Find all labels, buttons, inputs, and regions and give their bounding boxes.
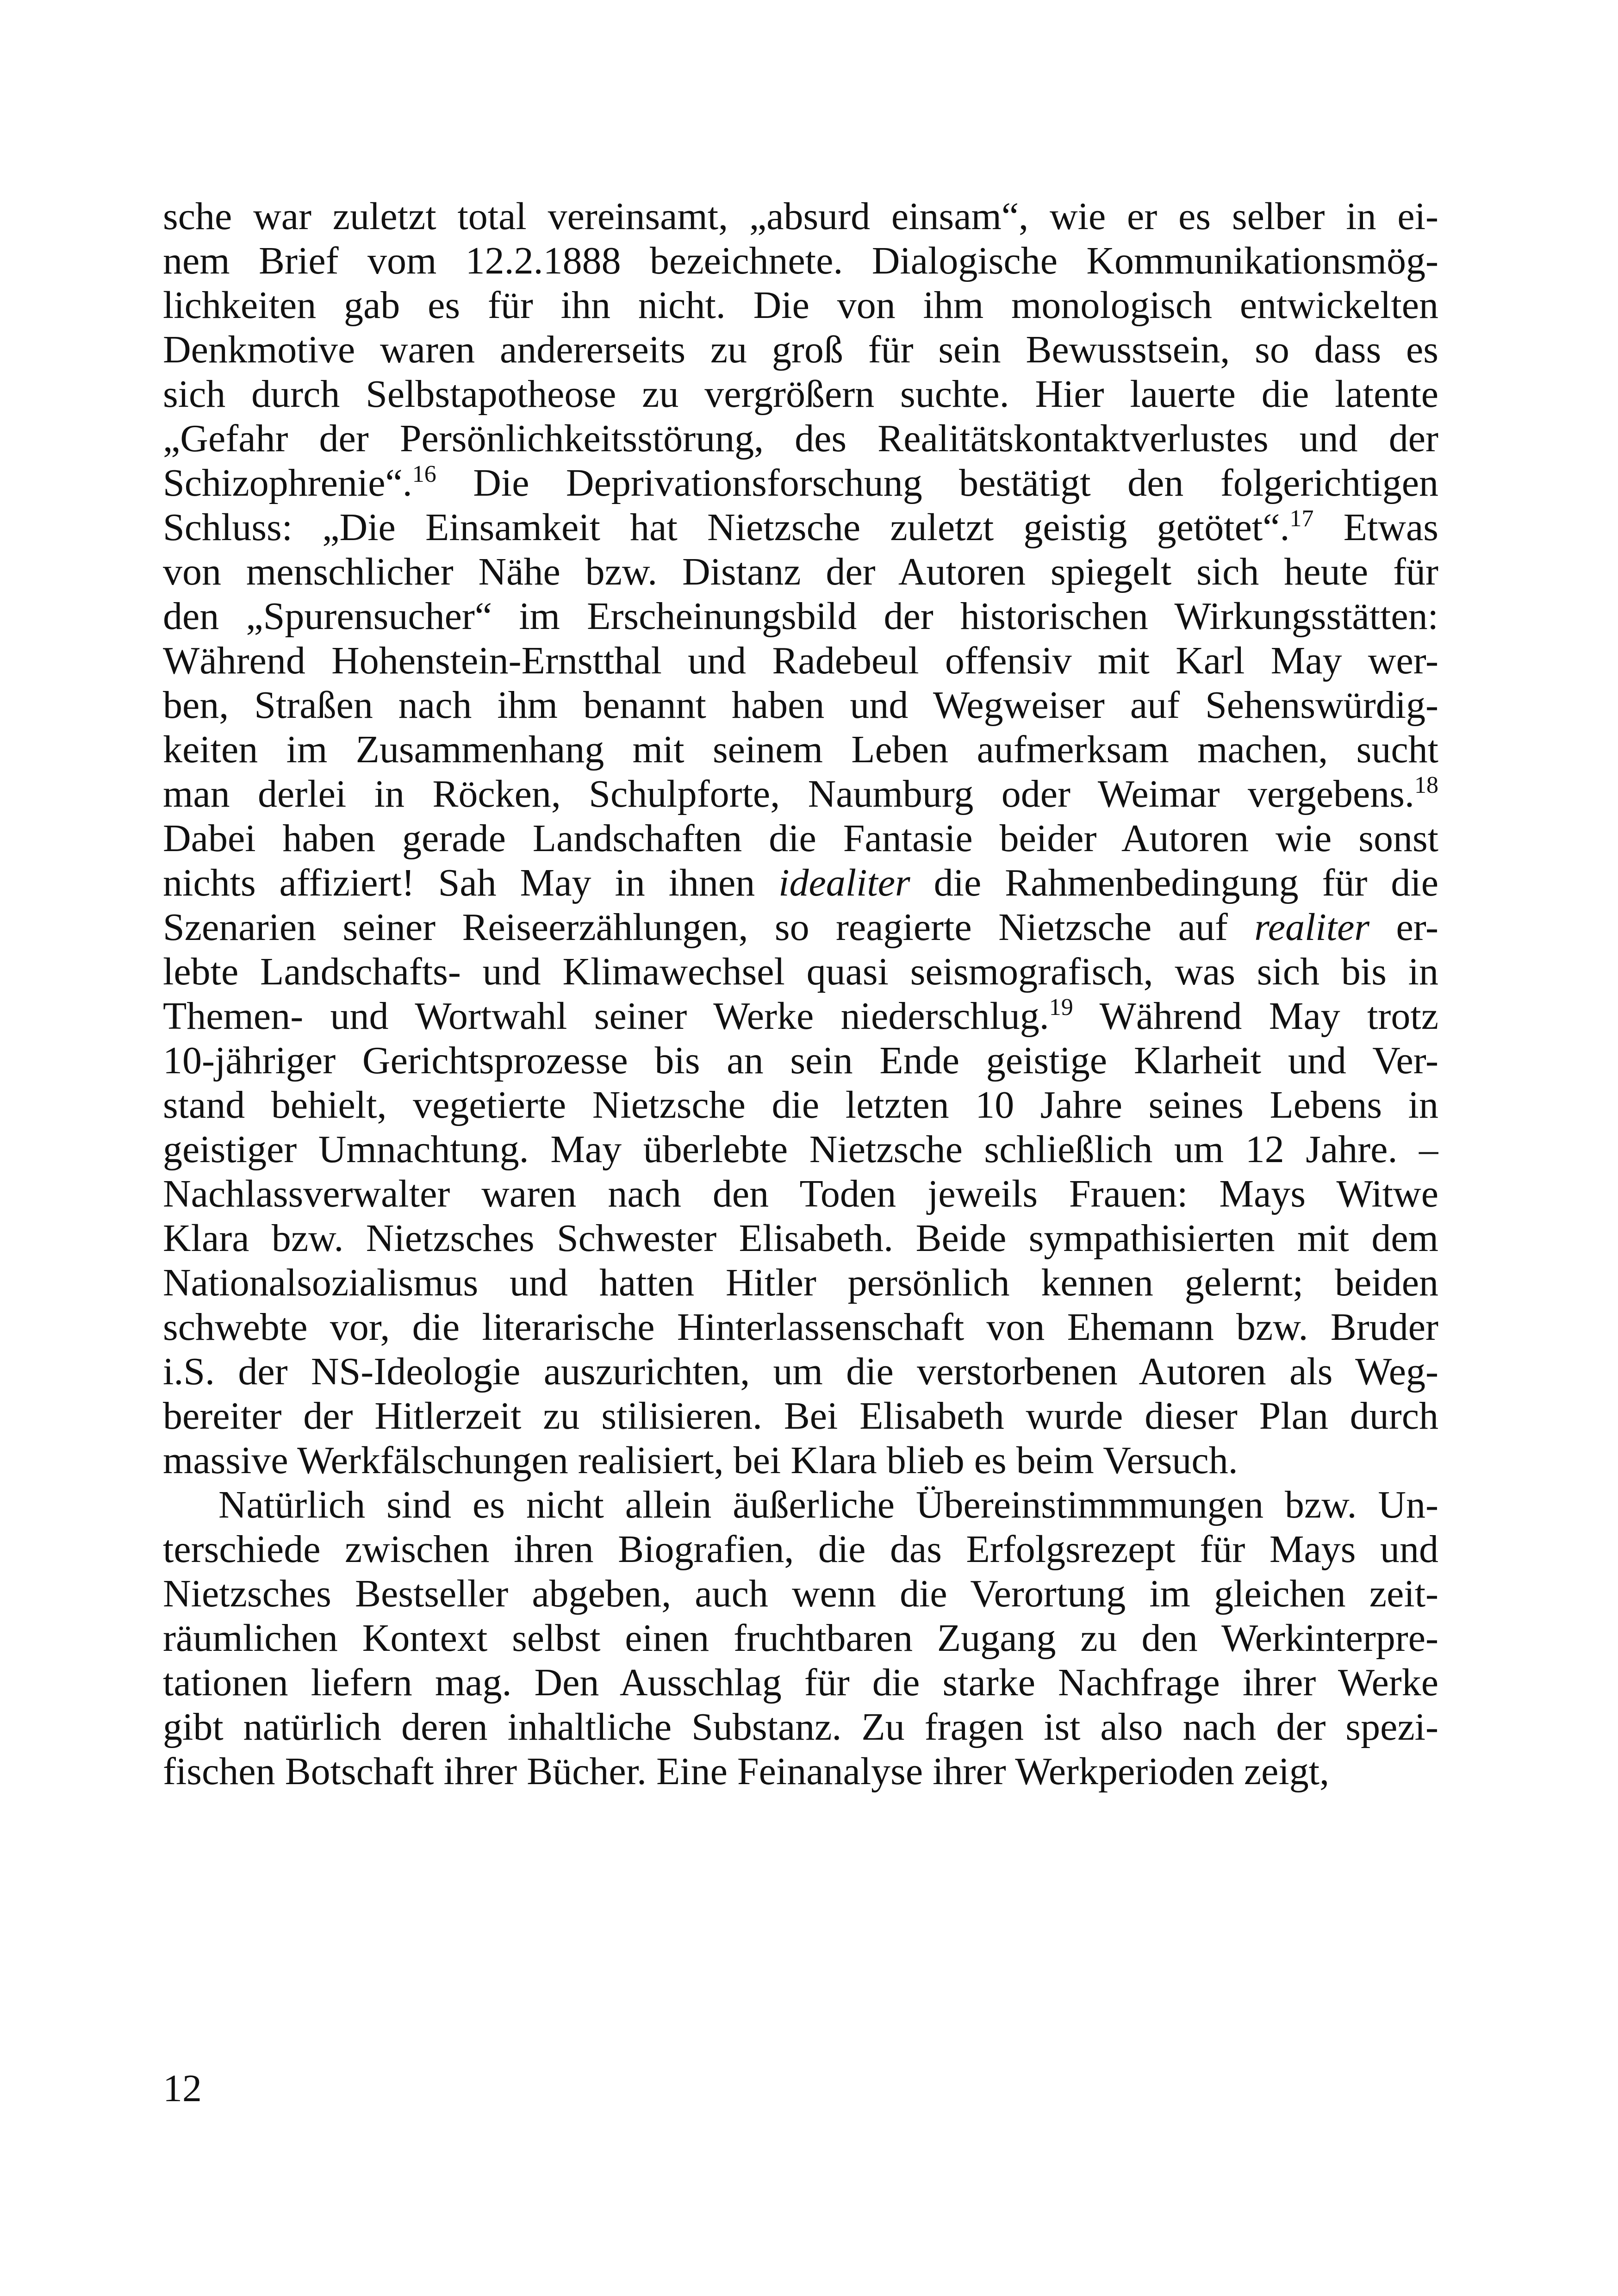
line-text: i.S. der NS-Ideologie auszurichten, um die verstorbenen Autoren als Weg- <box>163 1350 1438 1393</box>
footnote-ref: 18 <box>1414 772 1438 798</box>
text-line <box>163 1661 1438 1705</box>
text-line <box>163 1572 1438 1616</box>
line-text: terschiede zwischen ihren Biografien, die das Erfolgsrezept für Mays und <box>163 1528 1438 1571</box>
text-line <box>163 683 1438 728</box>
line-text: er- <box>1369 906 1438 949</box>
text-line <box>163 239 1438 283</box>
text-line <box>163 550 1438 594</box>
text-line <box>163 1083 1438 1127</box>
text-line <box>163 994 1438 1039</box>
text-line <box>163 1261 1438 1305</box>
line-text: Szenarien seiner Reiseerzählungen, so reagierte Nietzsche auf <box>163 906 1255 949</box>
line-text: Natürlich sind es nicht allein äußerliche Übereinstimmmungen bzw. Un- <box>218 1483 1438 1526</box>
line-text: Schizophrenie“. <box>163 461 412 504</box>
line-text: Dabei haben gerade Landschaften die Fantasie beider Autoren wie sonst <box>163 817 1438 860</box>
line-text: Denkmotive waren andererseits zu groß für sein Bewusstsein, so dass es <box>163 328 1438 371</box>
emphasis-text: realiter <box>1254 906 1370 949</box>
text-line <box>163 816 1438 861</box>
paragraph-1 <box>163 194 1438 1483</box>
line-text: bereiter der Hitlerzeit zu stilisieren. Bei Elisabeth wurde dieser Plan durch <box>163 1394 1438 1437</box>
line-text: massive Werkfälschungen realisiert, bei Klara blieb es beim Versuch. <box>163 1439 1238 1482</box>
text-line <box>163 905 1438 950</box>
text-line <box>163 505 1438 550</box>
emphasis-text: idealiter <box>778 861 910 904</box>
line-text: Die Deprivationsforschung bestätigt den folgerichtigen <box>436 461 1438 504</box>
line-text: Etwas <box>1313 506 1438 549</box>
text-line <box>163 772 1438 816</box>
text-line <box>163 1039 1438 1083</box>
line-text: die Rahmenbedingung für die <box>910 861 1438 904</box>
line-text: nem Brief vom 12.2.1888 bezeichnete. Dialogische Kommunikationsmög- <box>163 239 1438 282</box>
line-text: tationen liefern mag. Den Ausschlag für die starke Nachfrage ihrer Werke <box>163 1661 1438 1704</box>
line-text: man derlei in Röcken, Schulpforte, Naumburg oder Weimar vergebens. <box>163 772 1414 815</box>
line-text: schwebte vor, die literarische Hinterlassenschaft von Ehemann bzw. Bruder <box>163 1306 1438 1349</box>
text-line <box>163 1438 1438 1483</box>
line-text: von menschlicher Nähe bzw. Distanz der Autoren spiegelt sich heute für <box>163 550 1438 593</box>
line-text: Schluss: „Die Einsamkeit hat Nietzsche zuletzt geistig getötet“. <box>163 506 1290 549</box>
line-text: Während May trotz <box>1073 995 1438 1038</box>
text-line <box>163 950 1438 994</box>
text-line <box>163 283 1438 328</box>
text-line <box>163 1305 1438 1350</box>
text-line <box>163 639 1438 683</box>
text-line <box>163 1749 1438 1794</box>
text-line <box>163 1127 1438 1172</box>
line-text: fischen Botschaft ihrer Bücher. Eine Feinanalyse ihrer Werkperioden zeigt, <box>163 1750 1330 1793</box>
body-text <box>163 194 1438 1794</box>
line-text: Klara bzw. Nietzsches Schwester Elisabeth. Beide sympathisierten mit dem <box>163 1217 1438 1260</box>
line-text: Themen- und Wortwahl seiner Werke niederschlug. <box>163 995 1049 1038</box>
text-line <box>163 1350 1438 1394</box>
text-line <box>163 1172 1438 1216</box>
line-text: „Gefahr der Persönlichkeitsstörung, des Realitätskontaktverlustes und der <box>163 417 1438 460</box>
text-line <box>163 417 1438 461</box>
line-text: den „Spurensucher“ im Erscheinungsbild der historischen Wirkungsstätten: <box>163 595 1438 638</box>
line-text: sche war zuletzt total vereinsamt, „absurd einsam“, wie er es selber in ei- <box>163 195 1438 238</box>
text-line <box>163 1483 1438 1527</box>
line-text: sich durch Selbstapotheose zu vergrößern suchte. Hier lauerte die latente <box>163 373 1438 416</box>
paragraph-2 <box>163 1483 1438 1794</box>
text-line <box>163 728 1438 772</box>
line-text: nichts affiziert! Sah May in ihnen <box>163 861 779 904</box>
line-text: Nachlassverwalter waren nach den Toden jeweils Frauen: Mays Witwe <box>163 1172 1438 1215</box>
text-line <box>163 194 1438 239</box>
text-line <box>163 372 1438 417</box>
text-line <box>163 328 1438 372</box>
text-line <box>163 594 1438 639</box>
page-number: 12 <box>163 2067 202 2110</box>
text-line <box>163 1616 1438 1661</box>
text-line <box>163 1705 1438 1749</box>
text-line <box>163 1394 1438 1438</box>
line-text: Nationalsozialismus und hatten Hitler persönlich kennen gelernt; beiden <box>163 1261 1438 1304</box>
footnote-ref: 16 <box>412 461 436 487</box>
line-text: 10-jähriger Gerichtsprozesse bis an sein Ende geistige Klarheit und Ver- <box>163 1039 1438 1082</box>
text-line <box>163 461 1438 505</box>
line-text: räumlichen Kontext selbst einen fruchtbaren Zugang zu den Werkinterpre- <box>163 1617 1438 1660</box>
line-text: ben, Straßen nach ihm benannt haben und Wegweiser auf Sehenswürdig- <box>163 684 1438 727</box>
footnote-ref: 19 <box>1049 994 1073 1020</box>
line-text: gibt natürlich deren inhaltliche Substanz. Zu fragen ist also nach der spezi- <box>163 1705 1438 1748</box>
line-text: geistiger Umnachtung. May überlebte Nietzsche schließlich um 12 Jahre. – <box>163 1128 1438 1171</box>
line-text: Während Hohenstein-Ernstthal und Radebeul offensiv mit Karl May wer- <box>163 639 1438 682</box>
text-line <box>163 1527 1438 1572</box>
text-line <box>163 1216 1438 1261</box>
line-text: lebte Landschafts- und Klimawechsel quasi seismografisch, was sich bis in <box>163 950 1438 993</box>
line-text: lichkeiten gab es für ihn nicht. Die von ihm monologisch entwickelten <box>163 284 1438 327</box>
line-text: stand behielt, vegetierte Nietzsche die letzten 10 Jahre seines Lebens in <box>163 1083 1438 1126</box>
line-text: keiten im Zusammenhang mit seinem Leben aufmerksam machen, sucht <box>163 728 1438 771</box>
footnote-ref: 17 <box>1289 505 1314 532</box>
line-text: Nietzsches Bestseller abgeben, auch wenn die Verortung im gleichen zeit- <box>163 1572 1438 1615</box>
text-line <box>163 861 1438 905</box>
